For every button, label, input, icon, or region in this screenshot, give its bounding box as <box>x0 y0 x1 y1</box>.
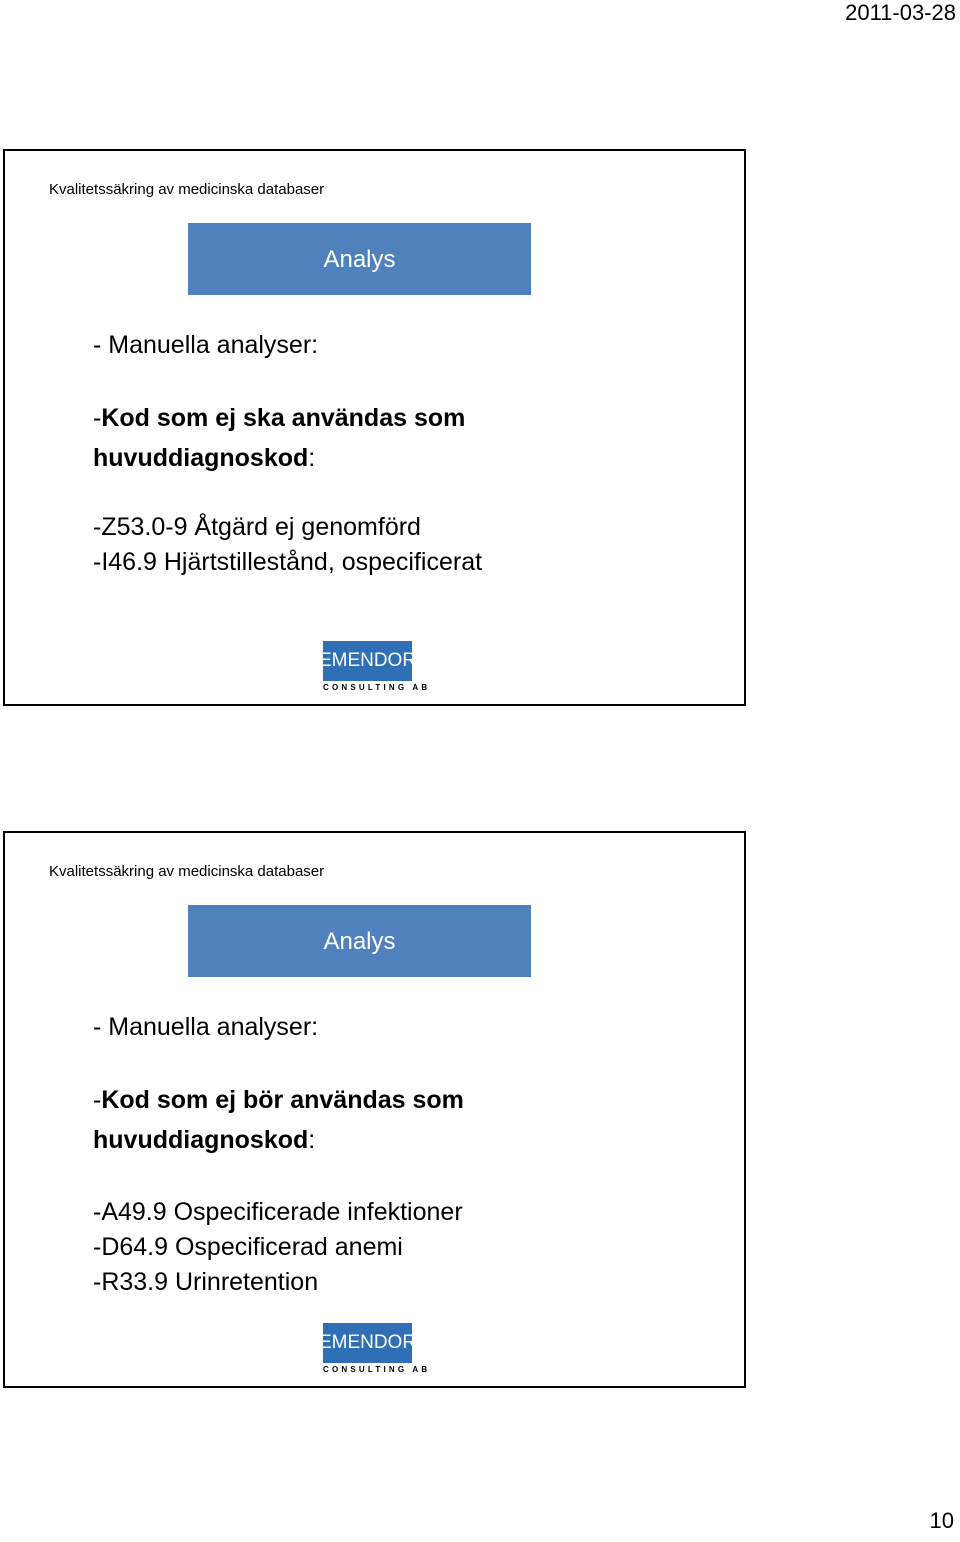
slide-title <box>188 905 531 977</box>
heading-prefix: - <box>93 404 102 432</box>
heading-suffix: : <box>308 444 316 472</box>
slide-title-text: Analys <box>323 246 396 273</box>
emendor-logo <box>318 641 431 695</box>
heading-line-1 <box>93 1085 464 1115</box>
heading-line-2 <box>93 443 315 473</box>
code-line: -R33.9 Urinretention <box>93 1268 319 1296</box>
heading-line-2 <box>93 1125 315 1155</box>
emendor-logo <box>318 1323 431 1377</box>
code-line: -I46.9 Hjärtstillestånd, ospecificerat <box>93 548 483 576</box>
slide-title-text: Analys <box>323 928 396 955</box>
slide-header: Kvalitetssäkring av medicinska databaser <box>49 181 325 198</box>
subtitle: - Manuella analyser: <box>93 1013 319 1041</box>
heading-text-2: huvuddiagnoskod <box>93 444 309 472</box>
heading-text-1: Kod som ej ska användas som <box>101 404 466 432</box>
heading-text-2: huvuddiagnoskod <box>93 1126 309 1154</box>
code-line: -A49.9 Ospecificerade infektioner <box>93 1198 463 1226</box>
subtitle: - Manuella analyser: <box>93 331 319 359</box>
slide-2 <box>3 831 746 1388</box>
heading-prefix: - <box>93 1086 102 1114</box>
heading-text-1: Kod som ej bör användas som <box>101 1086 464 1114</box>
heading-line-1 <box>93 403 465 433</box>
slide-title <box>188 223 531 295</box>
logo-subtitle: CONSULTING AB <box>323 1365 431 1374</box>
logo-subtitle: CONSULTING AB <box>323 683 431 692</box>
code-line: -D64.9 Ospecificerad anemi <box>93 1233 403 1261</box>
page-number: 10 <box>929 1508 954 1533</box>
heading-suffix: : <box>308 1126 316 1154</box>
slide-1 <box>3 149 746 706</box>
code-line: -Z53.0-9 Åtgärd ej genomförd <box>93 513 421 541</box>
page-date: 2011-03-28 <box>845 0 956 25</box>
slide-header: Kvalitetssäkring av medicinska databaser <box>49 863 325 880</box>
logo-name: EMENDOR <box>323 641 412 681</box>
logo-name: EMENDOR <box>323 1323 412 1363</box>
